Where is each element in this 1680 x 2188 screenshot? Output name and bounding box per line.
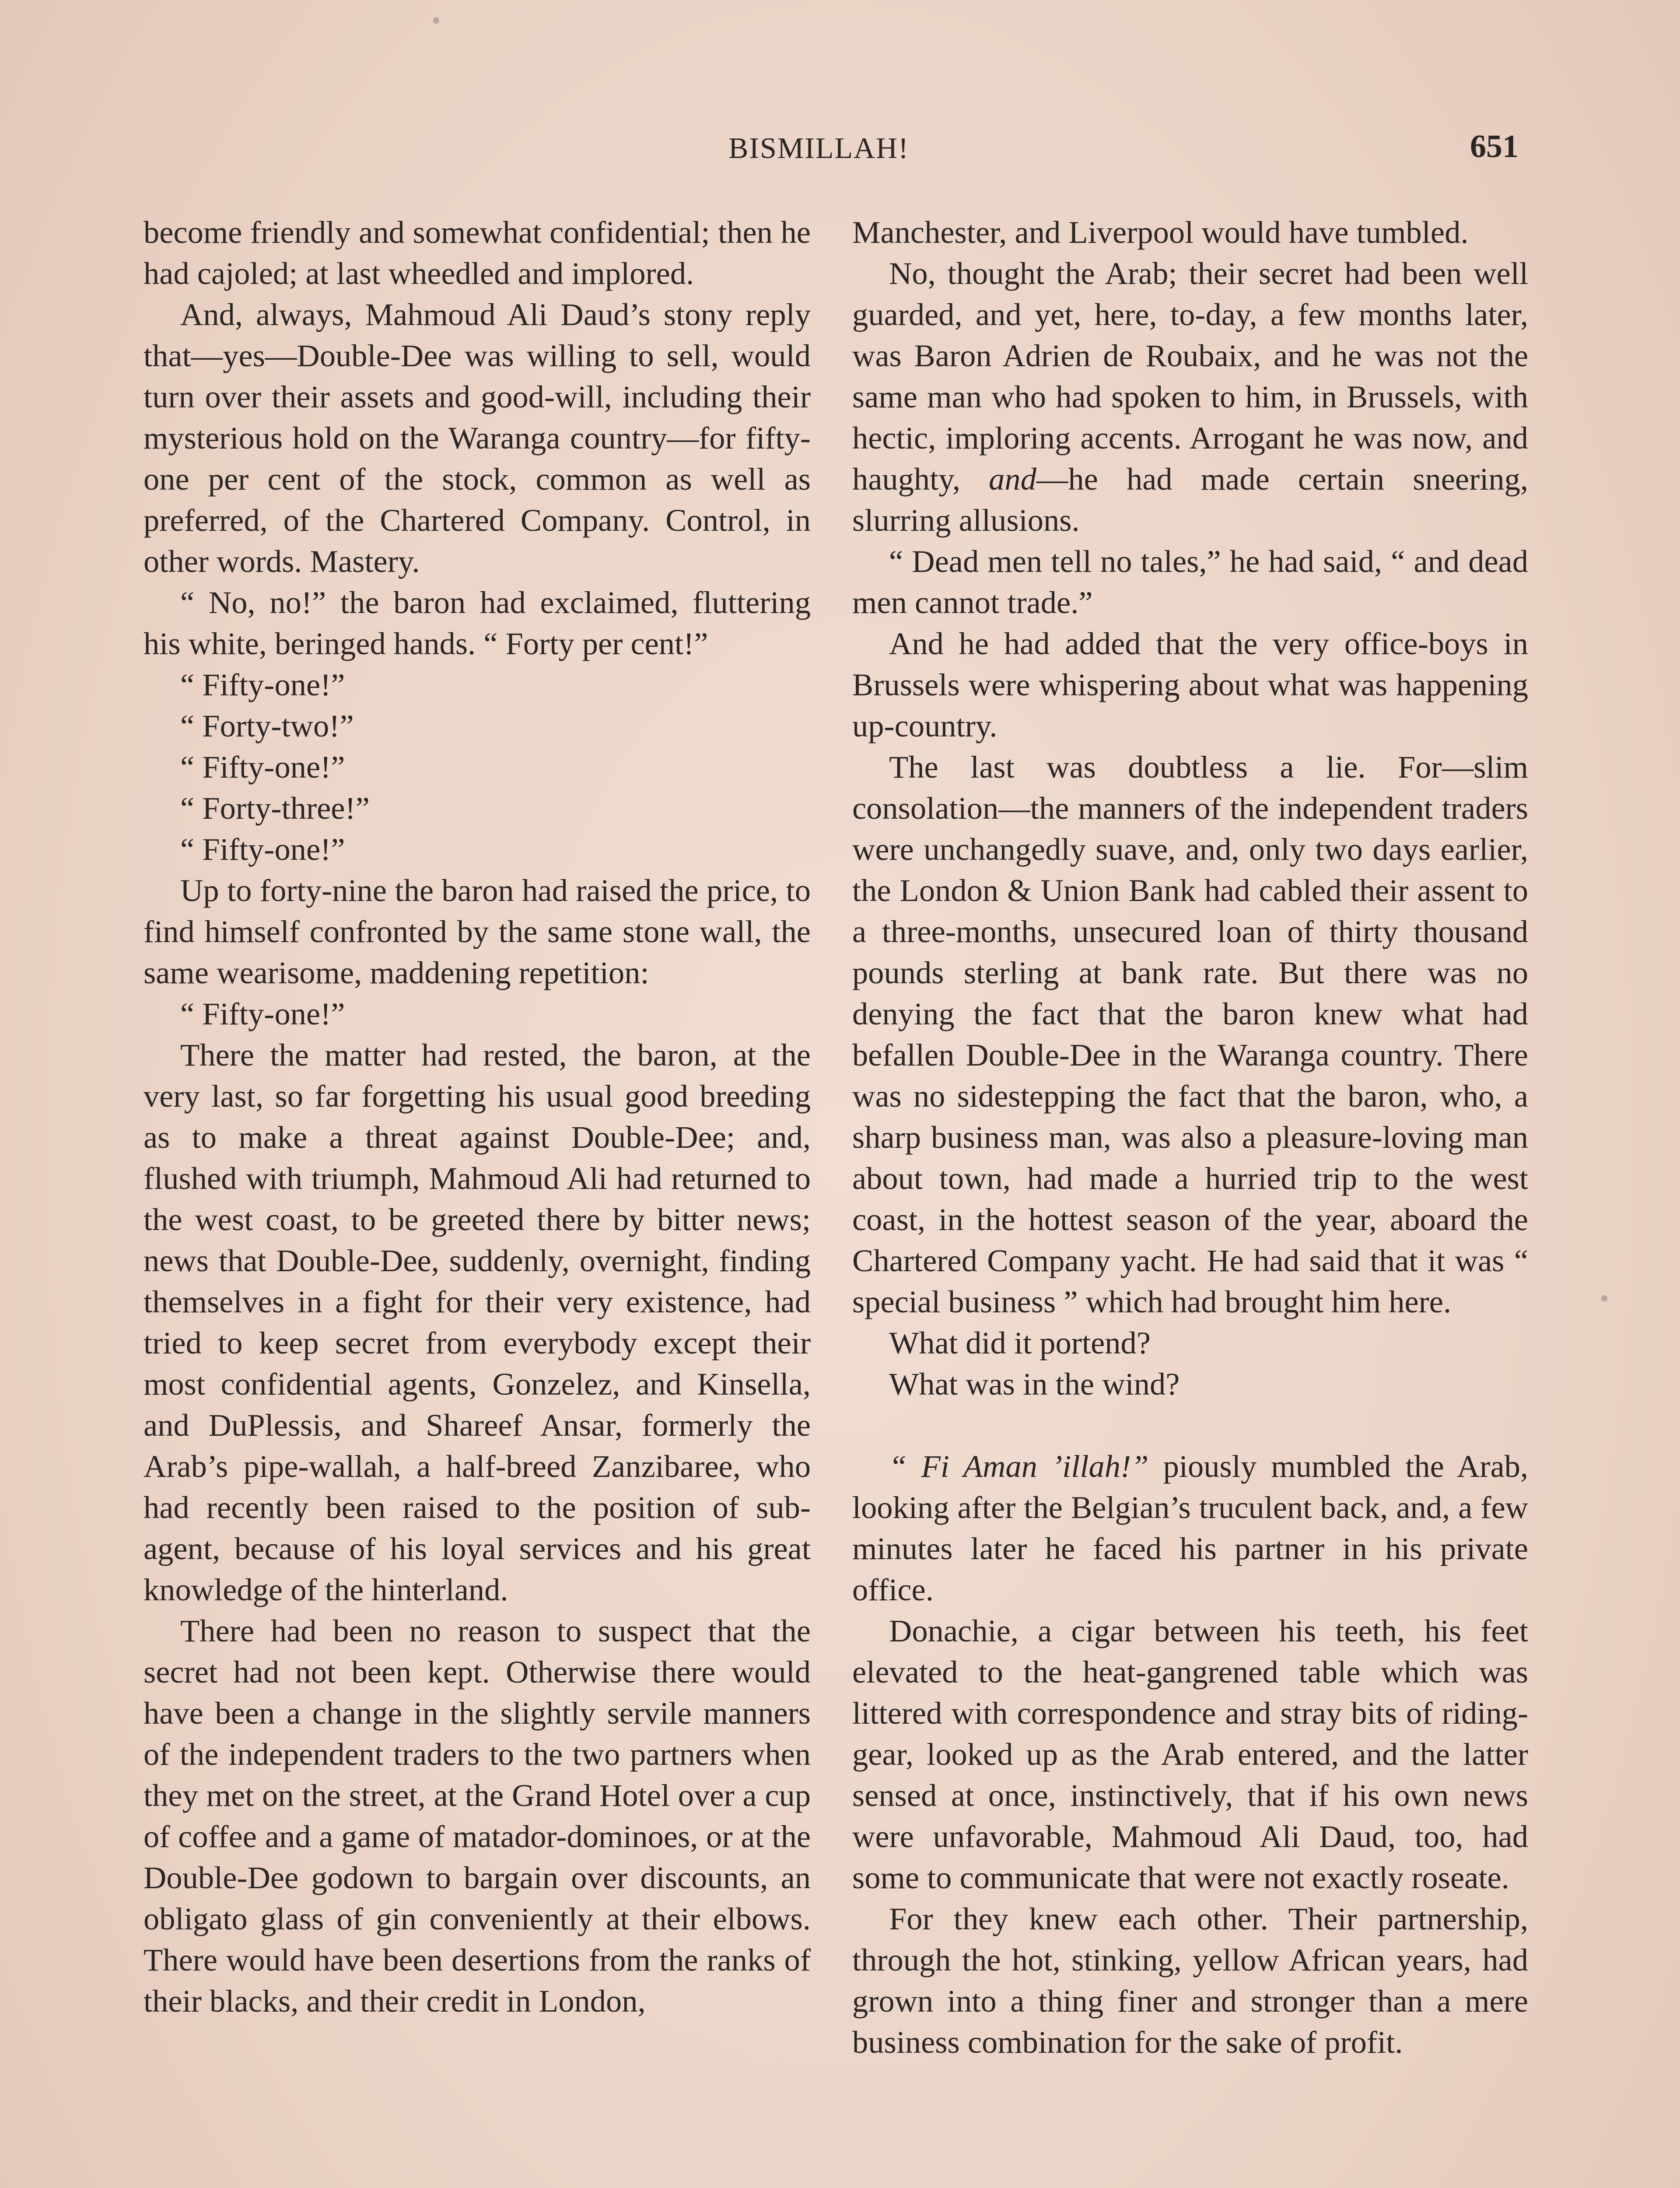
dialog-line: “ Fifty-one!” [180,831,345,867]
paragraph: And he had added that the very office-boys in Brussels were whispering about what was happening up-country. [852,626,1528,743]
dialog-line: “ Fifty-one!” [180,996,345,1031]
paragraph-text: —he had made certain sneering, slurring allusions. [852,461,1528,538]
paragraph: “ Dead men tell no tales,” he had said, “ and dead men cannot trade.” [852,543,1528,620]
dialog-line: “ Fifty-one!” [180,667,345,702]
paragraph: What did it portend? [889,1325,1151,1360]
paper-speck [1601,1295,1607,1301]
paragraph: For they knew each other. Their partnership, through the hot, stinking, yellow African years, had grown into a thing finer and stronger than a mere business combination for the sake of profit. [852,1901,1528,2060]
paragraph: What was in the wind? [889,1366,1180,1402]
paragraph: There the matter had rested, the baron, at the very last, so far forgetting his usual good breeding as to make a threat against Double-Dee; and, flushed with triumph, Mahmoud Ali had returned to the west coast, to be greeted there by bitter news; news that Double-Dee, suddenly, overnight, finding themselves in a fight for their very existence, had tried to keep secret from everybody except their most confidential agents, Gonzelez, and Kinsella, and DuPlessis, and Shareef Ansar, formerly the Arab’s pipe-wallah, a half-breed Zanzibaree, who had recently been raised to the position of sub-agent, because of his loyal services and his great knowledge of the hinterland. [144,1037,811,1607]
dialog-line: “ Fifty-one!” [180,749,345,785]
paragraph: become friendly and somewhat confidential; then he had cajoled; at last wheedled and implored. [144,214,811,291]
italic-word: and [989,461,1036,497]
page-number: 651 [1470,129,1519,165]
paragraph: Manchester, and Liverpool would have tumbled. [852,214,1469,250]
paragraph-text: piously mumbled the Arab, looking after the Belgian’s truculent back, and, a few minutes later he faced his partner in his private office. [852,1448,1529,1607]
paragraph [852,253,1528,541]
paragraph: “ No, no!” the baron had exclaimed, fluttering his white, beringed hands. “ Forty per cent!” [144,585,811,661]
left-column [144,212,811,2022]
running-title: BISMILLAH! [728,131,909,165]
paragraph: There had been no reason to suspect that the secret had not been kept. Otherwise there would have been a change in the slightly servile manners of the independent traders to the two partners when they met on the street, at the Grand Hotel over a cup of coffee and a game of matador-dominoes, or at the Double-Dee godown to bargain over discounts, an obligato glass of gin conveniently at their elbows. There would have been desertions from the ranks of their blacks, and their credit in London, [144,1613,811,2019]
paragraph [852,1446,1528,1610]
italic-phrase: “ Fi Aman ’illah!” [889,1448,1149,1484]
dialog-line: “ Forty-three!” [180,790,370,826]
paragraph: Donachie, a cigar between his teeth, his feet elevated to the heat-gangrened table which was littered with correspondence and stray bits of riding-gear, looked up as the Arab entered, and the latter sensed at once, instinctively, that if his own news were unfavorable, Mahmoud Ali Daud, too, had some to communicate that were not exactly roseate. [852,1613,1528,1895]
dialog-line: “ Forty-two!” [180,708,354,743]
paragraph: And, always, Mahmoud Ali Daud’s stony reply that—yes—Double-Dee was willing to sell, would turn over their assets and good-will, including their mysterious hold on the Waranga country—for fifty-one per cent of the stock, common as well as preferred, of the Chartered Company. Control, in other words. Mastery. [144,297,811,579]
paragraph: Up to forty-nine the baron had raised the price, to find himself confronted by the same stone wall, the same wearisome, maddening repetition: [144,873,811,990]
right-column [852,212,1528,2063]
paragraph: The last was doubtless a lie. For—slim consolation—the manners of the independent traders were unchangedly suave, and, only two days earlier, the London & Union Bank had cabled their assent to a three-months, unsecured loan of thirty thousand pounds sterling at bank rate. But there was no denying the fact that the baron knew what had befallen Double-Dee in the Waranga country. There was no sidestepping the fact that the baron, who, a sharp business man, was also a pleasure-loving man about town, had made a hurried trip to the west coast, in the hottest season of the year, aboard the Chartered Company yacht. He had said that it was “ special business ” which had brought him here. [852,749,1528,1319]
paragraph-text: No, thought the Arab; their secret had been well guarded, and yet, here, to-day, a few months later, was Baron Adrien de Roubaix, and he was not the same man who had spoken to him, in Brussels, with hectic, imploring accents. Arrogant he was now, and haughty, [852,256,1528,497]
paper-speck [433,18,439,24]
